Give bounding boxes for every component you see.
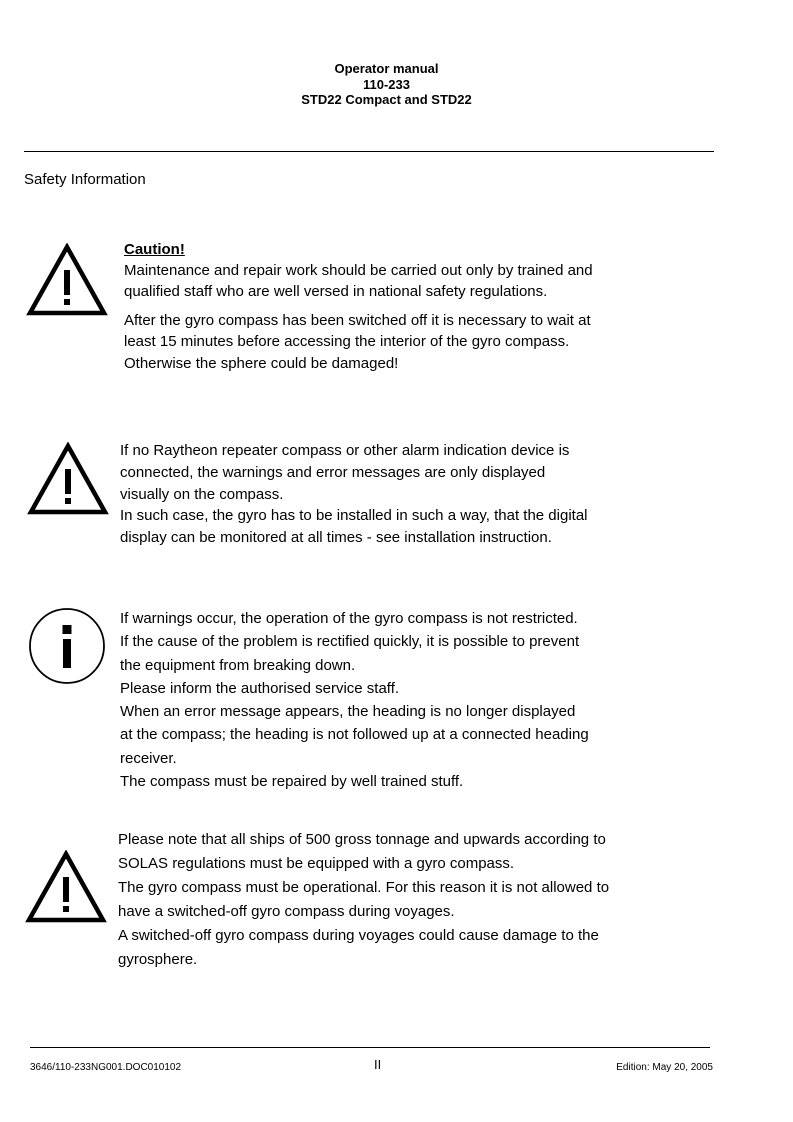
alarm-display-block — [120, 440, 598, 549]
paragraph: A switched-off gyro compass during voyages could cause damage to the gyrosphere. — [118, 927, 599, 968]
footer-doc-id: 3646/110-233NG001.DOC010102 — [30, 1062, 182, 1073]
paragraph: When an error message appears, the heading is no longer displayed at the compass; the heading is not followed up at a connected heading receiver. — [120, 703, 589, 767]
paragraph: In such case, the gyro has to be installed in such a way, that the digital display can be monitored at all times - see installation instruction. — [120, 507, 588, 547]
header-doc-number: 110-233 — [363, 76, 410, 92]
header-product: STD22 Compact and STD22 — [301, 92, 472, 107]
header-rule — [24, 151, 714, 152]
section-title: Safety Information — [24, 171, 146, 188]
caution-block — [124, 239, 604, 374]
paragraph: If no Raytheon repeater compass or other alarm indication device is connected, the warnings and error messages are only displayed visually on the compass. — [120, 442, 570, 503]
caution-title: Caution! — [124, 241, 185, 258]
warning-icon — [27, 442, 109, 516]
info-icon — [27, 606, 107, 686]
paragraph: Maintenance and repair work should be carried out only by trained and qualified staff who are well versed in national safety regulations. — [124, 262, 593, 300]
footer-rule — [30, 1047, 710, 1048]
paragraph: The compass must be repaired by well trained stuff. — [120, 773, 464, 791]
page-number: II — [374, 1057, 382, 1072]
paragraph: Otherwise the sphere could be damaged! — [124, 355, 399, 372]
solas-block — [118, 828, 628, 972]
warning-icon — [26, 243, 108, 317]
page-header — [0, 61, 773, 108]
info-block — [120, 607, 590, 793]
paragraph: Please note that all ships of 500 gross tonnage and upwards according to SOLAS regulations must be equipped with a gyro compass. — [118, 831, 606, 872]
header-title: Operator manual — [334, 61, 439, 76]
paragraph: After the gyro compass has been switched off it is necessary to wait at least 15 minutes before accessing the interior of the gyro compass. — [124, 312, 591, 350]
paragraph: If warnings occur, the operation of the gyro compass is not restricted. If the cause of the problem is rectified quickly, it is possible to prevent the equipment from breaking down. — [120, 610, 580, 674]
warning-icon — [25, 850, 107, 924]
footer-edition: Edition: May 20, 2005 — [616, 1062, 713, 1073]
paragraph: Please inform the authorised service staff. — [120, 679, 400, 697]
paragraph: The gyro compass must be operational. For this reason it is not allowed to have a switched-off gyro compass during voyages. — [118, 879, 610, 920]
